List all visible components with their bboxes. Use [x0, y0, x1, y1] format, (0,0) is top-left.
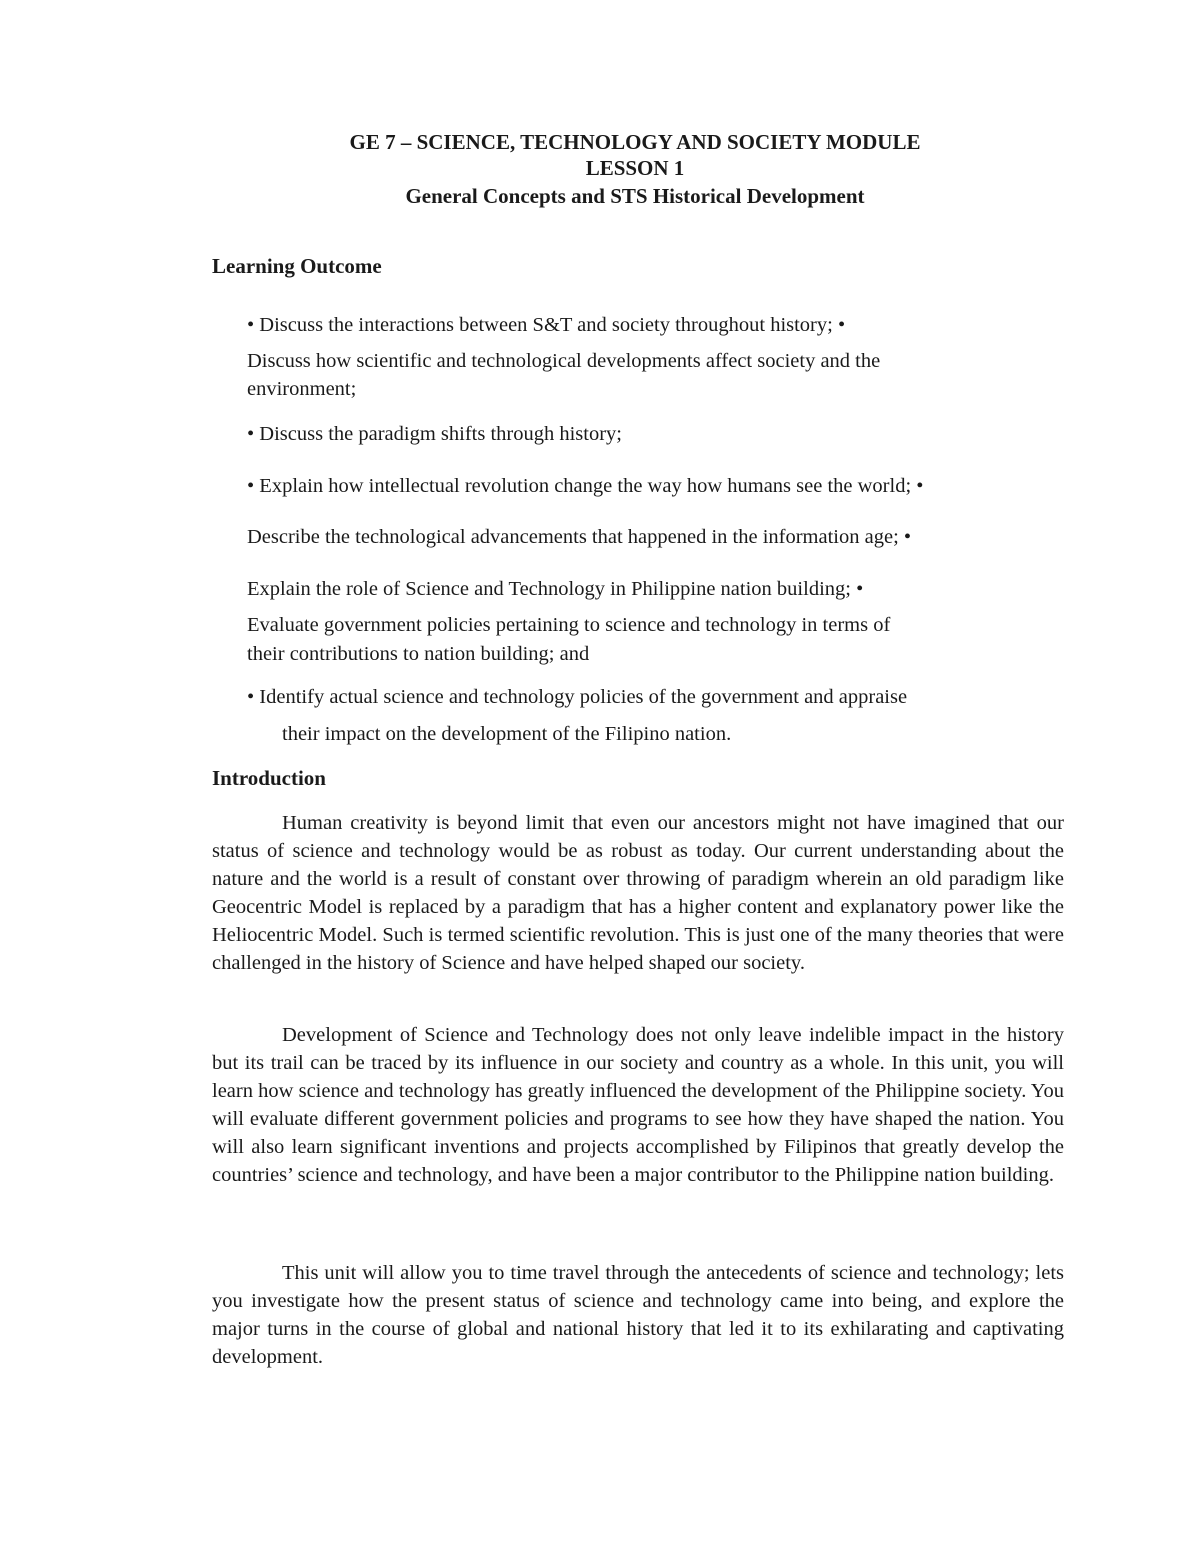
module-title: GE 7 – SCIENCE, TECHNOLOGY AND SOCIETY MODULE	[349, 130, 921, 154]
lesson-title: General Concepts and STS Historical Development	[405, 184, 865, 208]
intro-paragraph: Development of Science and Technology does not only leave indelible impact in the history but its trail can be traced by its influence in our society and country as a whole. In this unit, you will learn how science and technology has greatly influenced the development of the Philippine society. You will evaluate different government policies and programs to see how they have shaped the nation. You will also learn significant inventions and projects accomplished by Filipinos that greatly develop the countries’ science and technology, and have been a major contributor to the Philippine nation building.	[212, 1024, 1064, 1186]
outcome-line: their impact on the development of the Filipino nation.	[282, 723, 732, 745]
outcome-line: environment;	[247, 378, 357, 400]
outcome-line: • Discuss the paradigm shifts through history;	[247, 423, 623, 445]
outcome-line: Discuss how scientific and technological developments affect society and the	[247, 350, 881, 372]
intro-paragraph: Human creativity is beyond limit that even our ancestors might not have imagined that our status of science and technology would be as robust as today. Our current understanding about the nature and the world is a result of constant over throwing of paradigm wherein an old paradigm like Geocentric Model is replaced by a paradigm that has a higher content and explanatory power like the Heliocentric Model. Such is termed scientific revolution. This is just one of the many theories that were challenged in the history of Science and have helped shaped our society.	[212, 812, 1064, 974]
learning-outcome-heading: Learning Outcome	[212, 254, 382, 278]
outcome-line: Evaluate government policies pertaining to science and technology in terms of	[247, 614, 891, 636]
intro-paragraph: This unit will allow you to time travel through the antecedents of science and technology; lets you investigate how the present status of science and technology came into being, and explore the major turns in the course of global and national history that led it to its exhilarating and captivating development.	[212, 1262, 1064, 1368]
lesson-number: LESSON 1	[585, 156, 685, 180]
introduction-heading: Introduction	[212, 766, 326, 790]
outcome-line: • Explain how intellectual revolution change the way how humans see the world; •	[247, 475, 924, 497]
outcome-line: • Identify actual science and technology policies of the government and appraise	[247, 686, 908, 708]
outcome-line: their contributions to nation building; and	[247, 643, 590, 665]
outcome-line: • Discuss the interactions between S&T and society throughout history; •	[247, 314, 846, 336]
outcome-line: Explain the role of Science and Technology in Philippine nation building; •	[247, 578, 864, 600]
outcome-line: Describe the technological advancements that happened in the information age; •	[247, 526, 912, 548]
